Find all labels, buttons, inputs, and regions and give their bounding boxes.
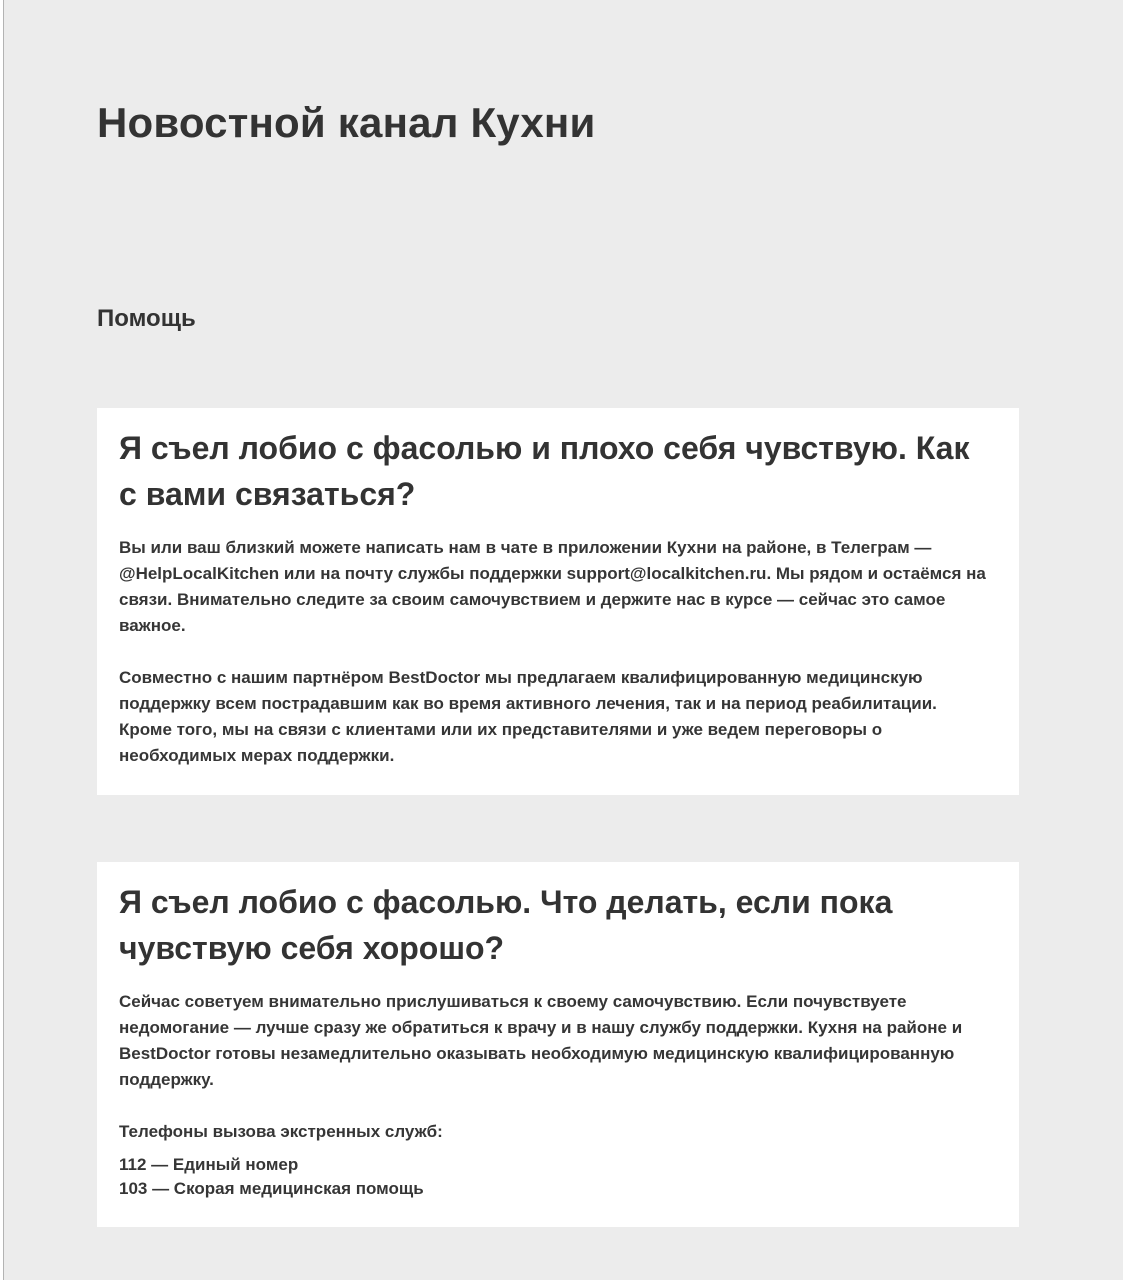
faq-question-contact: Я съел лобио с фасолью и плохо себя чувствую. Как с вами связаться? xyxy=(119,430,970,512)
faq-answer-paragraph: Совместно с нашим партнёром BestDoctor мы предлагаем квалифицированную медицинскую поддержку всем пострадавшим как во время активного лечения, так и на период реабилитации. Кроме того, мы на связи с клиентами или их представителями и уже ведем переговоры о необходимых мерах поддержки. xyxy=(119,668,937,766)
faq-answer-paragraph: Сейчас советуем внимательно прислушиваться к своему самочувствию. Если почувствуете недомогание — лучше сразу же обратиться к врачу и в нашу службу поддержки. Кухня на районе и BestDoctor готовы незамедлительно оказывать необходимую медицинскую квалифицированную поддержку. xyxy=(119,992,963,1090)
faq-card-contact xyxy=(97,408,1019,795)
page-title: Новостной канал Кухни xyxy=(97,99,596,146)
emergency-phone-line-103: 103 — Скорая медицинская помощь xyxy=(119,1179,424,1199)
emergency-services-heading: Телефоны вызова экстренных служб: xyxy=(119,1122,443,1142)
emergency-phone-line-112: 112 — Единый номер xyxy=(119,1155,299,1175)
faq-answer-paragraph: Вы или ваш близкий можете написать нам в чате в приложении Кухни на районе, в Телеграм — @HelpLocalKitchen или на почту службы поддержки support@localkitchen.ru. Мы рядом и остаёмся на связи. Внимательно следите за своим самочувствием и держите нас в курсе — сейчас это самое важное. xyxy=(119,538,986,636)
section-title: Помощь xyxy=(97,305,196,333)
faq-question-feeling-well: Я съел лобио с фасолью. Что делать, если пока чувствую себя хорошо? xyxy=(119,884,893,966)
window-left-edge xyxy=(0,0,4,1280)
faq-card-feeling-well xyxy=(97,862,1019,1227)
